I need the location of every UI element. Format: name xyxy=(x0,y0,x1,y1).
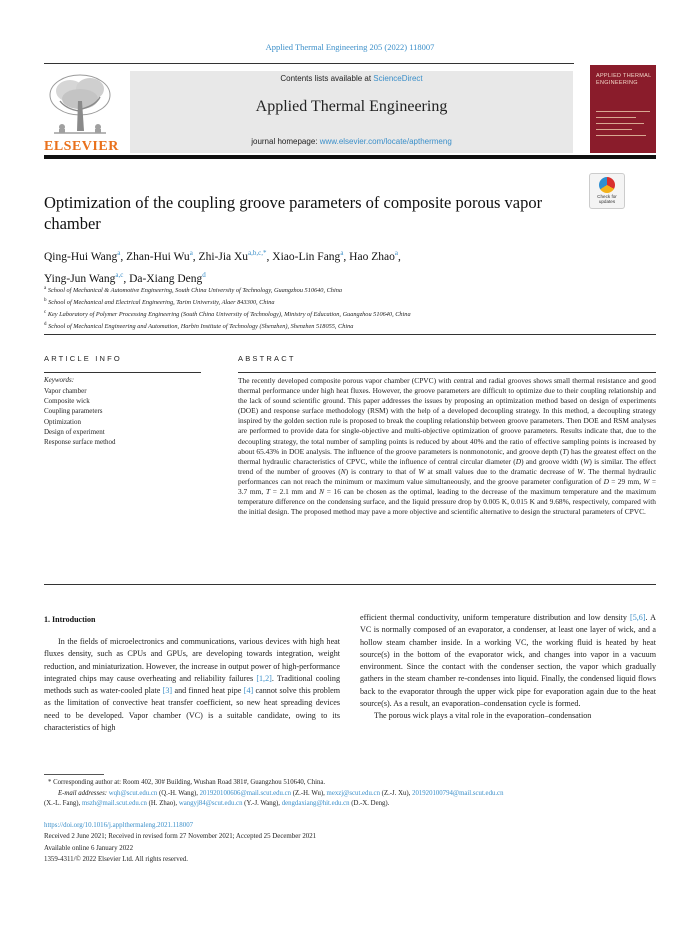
abstract-heading: ABSTRACT xyxy=(238,354,296,363)
author-separator: , xyxy=(192,250,199,263)
author-name[interactable]: Da-Xiang Deng xyxy=(129,272,203,285)
keyword-item: Design of experiment xyxy=(44,427,105,436)
author-separator: , xyxy=(397,250,401,263)
doi-link[interactable]: https://doi.org/10.1016/j.applthermaleng.2021.118007 xyxy=(44,822,194,829)
author-separator: , xyxy=(343,250,350,263)
author-line-1 xyxy=(44,244,604,266)
sciencedirect-link[interactable]: ScienceDirect xyxy=(373,74,423,83)
keyword-item: Response surface method xyxy=(44,438,116,447)
footnotes xyxy=(44,778,656,810)
keyword-item: Coupling parameters xyxy=(44,407,103,416)
keyword-item: Vapor chamber xyxy=(44,387,87,395)
body-column-left: In the fields of microelectronics and communications, various devices with high heat fluxes density, such as CPUs and GPUs, are developing towards integration, weight reduction, and miniaturization. However, the increase in output power of high-performance integrated chips may cause overheating and reliability failures [1,2]. Traditional cooling methods such as water-cooled plate [3] and finned heat pipe [4] cannot solve this problem as the limitation of convective heat transfer coefficient, so new heat spreading devices need to be developed. Vapor chamber (VC) is a suitable candidate, owing to its characteristics of high xyxy=(44,637,340,733)
author-list xyxy=(44,244,604,288)
author-affiliation-mark[interactable]: d xyxy=(202,270,206,279)
journal-cover-image[interactable] xyxy=(590,65,656,153)
reference-link[interactable]: [5,6] xyxy=(630,613,646,622)
homepage-prefix: journal homepage: xyxy=(251,137,320,146)
reference-link[interactable]: [3] xyxy=(162,686,173,696)
body-column-right: efficient thermal conductivity, uniform temperature distribution and low density [5,6]. A VC is normally composed of an evaporator, a condenser, at least one layer of wick, and a hollow steam chamber inside. In a working VC, the working fluid is heated by heat source(s) in the bottom of the evaporator wick, and changes into vapor in a vacuum environment. Since the contact with the condenser section, the vapor which gradually gathers in the steam chamber re-condenses into liquid. Finally, the condensed liquid flows back to the evaporator through the upper wick pipe for evaporation again due to the heat source(s). As a result, an evaporation–condensation cycle is formed. The porous wick plays a vital role in the evaporation–condensation xyxy=(360,612,656,723)
crossmark-icon xyxy=(599,177,615,193)
author-affiliation-mark[interactable]: a xyxy=(189,249,193,257)
journal-banner xyxy=(130,71,573,153)
author-name[interactable]: Hao Zhao xyxy=(349,250,395,263)
author-affiliation-mark[interactable]: a xyxy=(117,249,121,257)
email-link[interactable]: wangyj84@scut.edu.cn xyxy=(178,800,243,807)
email-link[interactable]: 201920100794@mail.scut.edu.cn xyxy=(412,789,504,797)
article-title: Optimization of the coupling groove parameters of composite porous vapor chamber xyxy=(44,193,543,233)
masthead-bottom-rule xyxy=(44,155,656,159)
elsevier-tree-icon xyxy=(44,71,116,137)
affiliation-text: School of Mechanical and Electrical Engineering, Tarim University, Alaer 843300, China xyxy=(48,299,275,307)
journal-title: Applied Thermal Engineering xyxy=(255,98,448,115)
affiliation-item xyxy=(44,284,656,296)
abstract-bottom-rule-left xyxy=(44,584,238,585)
crossmark-label: Check for updates xyxy=(597,194,617,204)
copyright-notice: 1359-4311/© 2022 Elsevier Ltd. All rights reserved. xyxy=(44,855,188,863)
contents-prefix: Contents lists available at xyxy=(280,74,374,83)
reference-link[interactable]: [4] xyxy=(243,686,254,696)
cover-title: APPLIED THERMAL ENGINEERING xyxy=(596,73,652,86)
affiliation-item xyxy=(44,296,656,308)
affiliation-text: School of Mechanical & Automotive Engineering, South China University of Technology, Guangzhou 510640, China xyxy=(47,287,342,295)
introduction-heading: 1. Introduction xyxy=(44,615,96,624)
cover-decoration-icon xyxy=(590,107,656,147)
affiliation-mark: c xyxy=(44,310,47,316)
email-link[interactable]: dengdaxiang@hit.edu.cn xyxy=(281,800,350,807)
author-affiliation-mark[interactable]: a,b,c,* xyxy=(248,249,267,257)
section-divider xyxy=(44,334,656,335)
abstract-bottom-rule xyxy=(238,584,656,585)
received-dates: Received 2 June 2021; Received in revised form 27 November 2021; Accepted 25 December 2021 xyxy=(44,833,317,841)
author-separator: , xyxy=(266,250,273,263)
author-affiliation-mark[interactable]: a,c xyxy=(115,270,124,279)
keyword-item: Composite wick xyxy=(44,397,90,406)
publisher-name: ELSEVIER xyxy=(44,139,119,154)
email-line-2: (X.-L. Fang), mszh@mail.scut.edu.cn (H. Zhao), wangyj84@scut.edu.cn (Y.-J. Wang), dengdaxiang@hit.edu.cn (D.-X. Deng). xyxy=(44,800,390,807)
author-affiliation-mark[interactable]: a xyxy=(340,249,344,257)
author-affiliation-mark[interactable]: a xyxy=(394,249,398,257)
corresponding-author-note: * Corresponding author at: Room 402, 30# Building, Wushan Road 381#, Guangzhou 510640, China. xyxy=(48,779,326,786)
article-info-rule xyxy=(44,372,201,373)
email-label: E-mail addresses: xyxy=(58,789,108,797)
masthead xyxy=(44,63,656,157)
author-name[interactable]: Qing-Hui Wang xyxy=(44,250,118,263)
reference-link[interactable]: [1,2] xyxy=(256,673,272,683)
journal-citation-link[interactable]: Applied Thermal Engineering 205 (2022) 118007 xyxy=(265,42,435,52)
keyword-item: Optimization xyxy=(44,417,81,426)
author-name[interactable]: Zhi-Jia Xu xyxy=(198,250,249,263)
keywords-label: Keywords: xyxy=(44,376,75,384)
elsevier-logo xyxy=(44,71,119,155)
author-name[interactable]: Zhan-Hui Wu xyxy=(126,250,190,263)
body-paragraph: The porous wick plays a vital role in the evaporation–condensation xyxy=(374,711,592,721)
journal-homepage-line xyxy=(130,137,573,146)
available-online-date: Available online 6 January 2022 xyxy=(44,844,134,852)
keyword-list xyxy=(44,386,116,447)
affiliation-mark: b xyxy=(44,298,47,304)
publication-info xyxy=(44,820,656,865)
email-link[interactable]: wqh@scut.edu.cn xyxy=(108,789,158,797)
author-name[interactable]: Xiao-Lin Fang xyxy=(272,250,341,263)
footnote-rule xyxy=(44,774,104,775)
author-separator: , xyxy=(123,272,130,285)
check-for-updates-button[interactable] xyxy=(589,173,625,209)
affiliation-item xyxy=(44,308,656,320)
abstract-text: The recently developed composite porous vapor chamber (CPVC) with central and radial grooves shows small thermal resistance and good thermal performance under high heat fluxes. However, the groove parameters are difficult to optimize due to their coupling relationship and the lack of sound scientific ground. This paper addresses the issues by proposing an optimization method based on design of experiments (DOE) and response surface methodology (RSM) with the help of a developed decoupling strategy. In this method, a decoupling strategy inspired by the golden section rule is proposed to break the coupling relationship between groove parameters. Then DOE and RSM analyses are performed to provide data for single-objective and multi-objective optimization of groove parameters. Results indicate that, due to the decoupling strategy, the total number of sampling points is reduced by about 40% and the ratio of effective sampling points is increased by about 65.43% in DOE analysis. The influence of the groove parameters is nonmonotonic, and groove depth (T) has the greatest effect on the thermal hydraulic characteristics of CPVC, while the influence of central circular diameter (D) and groove width (W) is similar. The effect trend of the number of grooves (N) is contrary to that of W at small values due to the dramatic decrease of W. The thermal hydraulic performances can not reach the minimum or maximum value simultaneously, and the groove parameter configuration of D = 29 mm, W = 3.7 mm, T = 2.1 mm and N = 16 can be chosen as the optimal, leading to the decrease of the maximum temperature and the maximum temperature difference on the condensing surface, and the liquid pressure drop by 0.005 K, 0.015 K and 9.68%, respectively, compared with the initial design. The proposed method may pave a more objective and scientific alternative to design the structural parameters of CPVC. xyxy=(238,376,657,517)
masthead-top-rule xyxy=(44,63,574,64)
email-link[interactable]: mexzj@scut.edu.cn xyxy=(326,789,380,797)
abstract-rule xyxy=(238,372,656,373)
affiliation-mark: d xyxy=(44,322,47,328)
email-link[interactable]: mszh@mail.scut.edu.cn xyxy=(81,800,147,807)
affiliation-mark: a xyxy=(44,286,47,291)
affiliation-text: School of Mechanical Engineering and Automation, Harbin Institute of Technology (Shenzhen), Shenzhen 518055, China xyxy=(48,323,354,331)
author-name[interactable]: Ying-Jun Wang xyxy=(44,272,116,285)
article-info-heading: ARTICLE INFO xyxy=(44,354,122,363)
email-link[interactable]: 201920100606@mail.scut.edu.cn xyxy=(199,789,292,797)
contents-line xyxy=(130,74,573,83)
email-line-1: E-mail addresses: wqh@scut.edu.cn (Q.-H. Wang), 201920100606@mail.scut.edu.cn (Z.-H. Wu), mexzj@scut.edu.cn (Z.-J. Xu), 201920100794@mail.scut.edu.cn xyxy=(58,789,504,797)
journal-homepage-link[interactable]: www.elsevier.com/locate/apthermeng xyxy=(319,137,452,146)
affiliation-list xyxy=(44,284,656,332)
affiliation-text: Key Laboratory of Polymer Processing Engineering (South China University of Technology), Ministry of Education, Guangzhou 510640, China xyxy=(47,311,411,319)
author-separator: , xyxy=(120,250,127,263)
affiliation-item xyxy=(44,320,656,332)
